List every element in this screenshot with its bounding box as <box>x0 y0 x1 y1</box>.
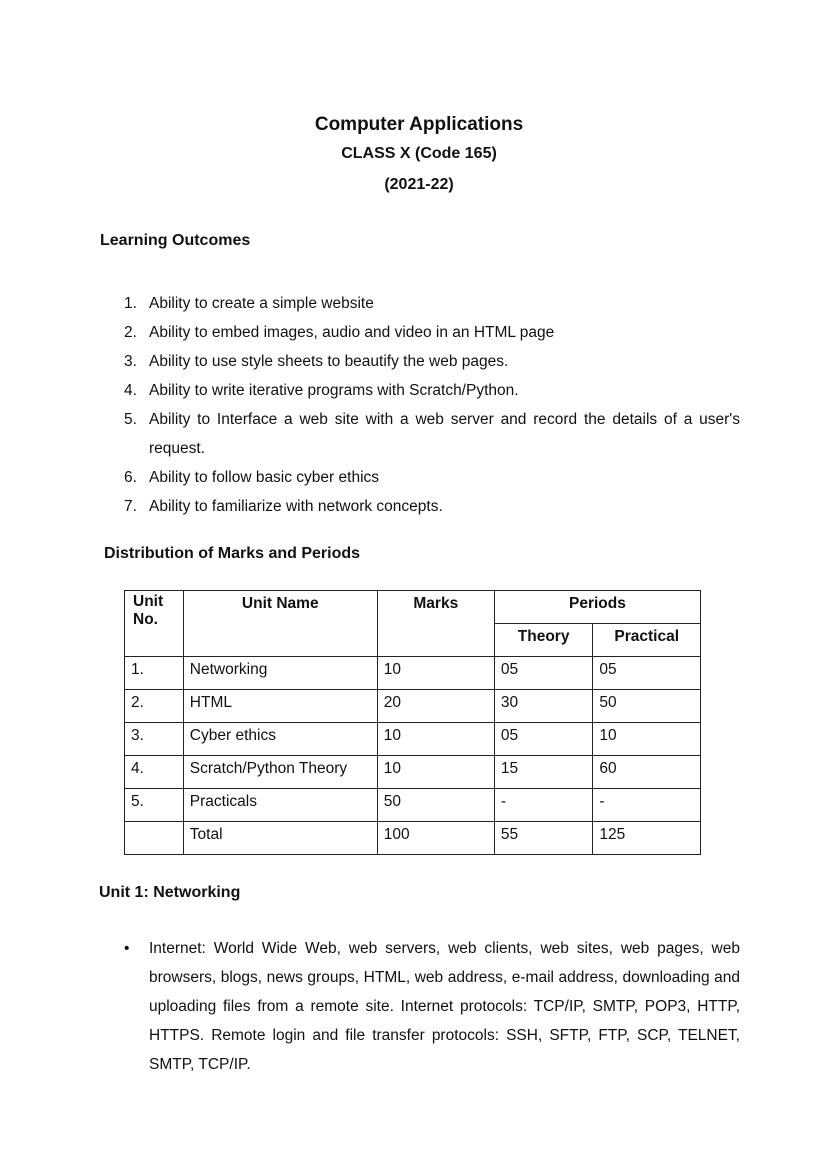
list-item-text: Ability to familiarize with network concepts. <box>149 498 443 515</box>
cell-practical: - <box>593 789 701 822</box>
marks-table <box>124 590 701 855</box>
list-item-text: Ability to follow basic cyber ethics <box>149 469 380 486</box>
cell-practical: 60 <box>593 756 701 789</box>
table-row <box>125 690 701 723</box>
header-periods: Periods <box>494 591 700 624</box>
cell-marks: 50 <box>377 789 494 822</box>
cell-practical: 125 <box>593 822 701 855</box>
cell-marks: 10 <box>377 723 494 756</box>
table-row <box>125 657 701 690</box>
list-item-text: Ability to embed images, audio and video in an HTML page <box>149 324 555 341</box>
cell-marks: 10 <box>377 657 494 690</box>
table-row <box>125 723 701 756</box>
table-header-row <box>125 591 701 624</box>
cell-theory: - <box>494 789 593 822</box>
list-item <box>100 934 740 1079</box>
header-marks: Marks <box>377 591 494 657</box>
list-item <box>100 318 740 347</box>
cell-marks: 100 <box>377 822 494 855</box>
cell-theory: 30 <box>494 690 593 723</box>
cell-unit-name: HTML <box>183 690 377 723</box>
table-row-total <box>125 822 701 855</box>
cell-unit-name: Networking <box>183 657 377 690</box>
cell-unit-no: 4. <box>125 756 184 789</box>
cell-practical: 05 <box>593 657 701 690</box>
table-row <box>125 789 701 822</box>
cell-unit-name: Total <box>183 822 377 855</box>
cell-theory: 05 <box>494 657 593 690</box>
table-row <box>125 756 701 789</box>
cell-unit-name: Practicals <box>183 789 377 822</box>
unit1-heading: Unit 1: Networking <box>99 884 241 901</box>
learning-outcomes-heading: Learning Outcomes <box>100 232 251 249</box>
cell-unit-no: 3. <box>125 723 184 756</box>
cell-theory: 55 <box>494 822 593 855</box>
academic-year: (2021-22) <box>384 176 454 193</box>
cell-practical: 10 <box>593 723 701 756</box>
list-item <box>100 347 740 376</box>
list-item <box>100 376 740 405</box>
cell-unit-no <box>125 822 184 855</box>
class-subtitle: CLASS X (Code 165) <box>341 145 497 162</box>
bullet-icon: • <box>124 940 130 957</box>
list-item <box>100 463 740 492</box>
cell-practical: 50 <box>593 690 701 723</box>
list-item <box>100 492 740 521</box>
distribution-heading: Distribution of Marks and Periods <box>104 545 361 562</box>
header-unit-no: Unit No. <box>125 591 184 657</box>
list-number: 1. <box>124 295 137 312</box>
cell-theory: 05 <box>494 723 593 756</box>
list-item <box>100 405 740 463</box>
cell-unit-no: 5. <box>125 789 184 822</box>
list-item-text: Ability to create a simple website <box>149 295 374 312</box>
header-theory: Theory <box>494 624 593 657</box>
learning-outcomes-list <box>100 289 740 521</box>
document-title: Computer Applications <box>314 114 524 135</box>
cell-theory: 15 <box>494 756 593 789</box>
list-number: 2. <box>124 324 137 341</box>
header-unit-name: Unit Name <box>183 591 377 657</box>
list-number: 3. <box>124 353 137 370</box>
list-number: 5. <box>124 411 137 428</box>
unit1-bullet-list <box>100 934 740 1079</box>
list-number: 4. <box>124 382 137 399</box>
list-number: 7. <box>124 498 137 515</box>
cell-marks: 20 <box>377 690 494 723</box>
cell-unit-name: Scratch/Python Theory <box>183 756 377 789</box>
list-item-text: Ability to use style sheets to beautify the web pages. <box>149 353 509 370</box>
header-practical: Practical <box>593 624 701 657</box>
cell-unit-no: 2. <box>125 690 184 723</box>
cell-unit-name: Cyber ethics <box>183 723 377 756</box>
list-number: 6. <box>124 469 137 486</box>
list-item-text: Ability to write iterative programs with Scratch/Python. <box>149 382 519 399</box>
cell-unit-no: 1. <box>125 657 184 690</box>
cell-marks: 10 <box>377 756 494 789</box>
list-item-text: Ability to Interface a web site with a web server and record the details of a user's request. <box>149 411 740 457</box>
list-item <box>100 289 740 318</box>
list-item-text: Internet: World Wide Web, web servers, web clients, web sites, web pages, web browsers, blogs, news groups, HTML, web address, e-mail address, downloading and uploading files from a remote site. Internet protocols: TCP/IP, SMTP, POP3, HTTP, HTTPS. Remote login and file transfer protocols: SSH, SFTP, FTP, SCP, TELNET, SMTP, TCP/IP. <box>149 940 740 1073</box>
